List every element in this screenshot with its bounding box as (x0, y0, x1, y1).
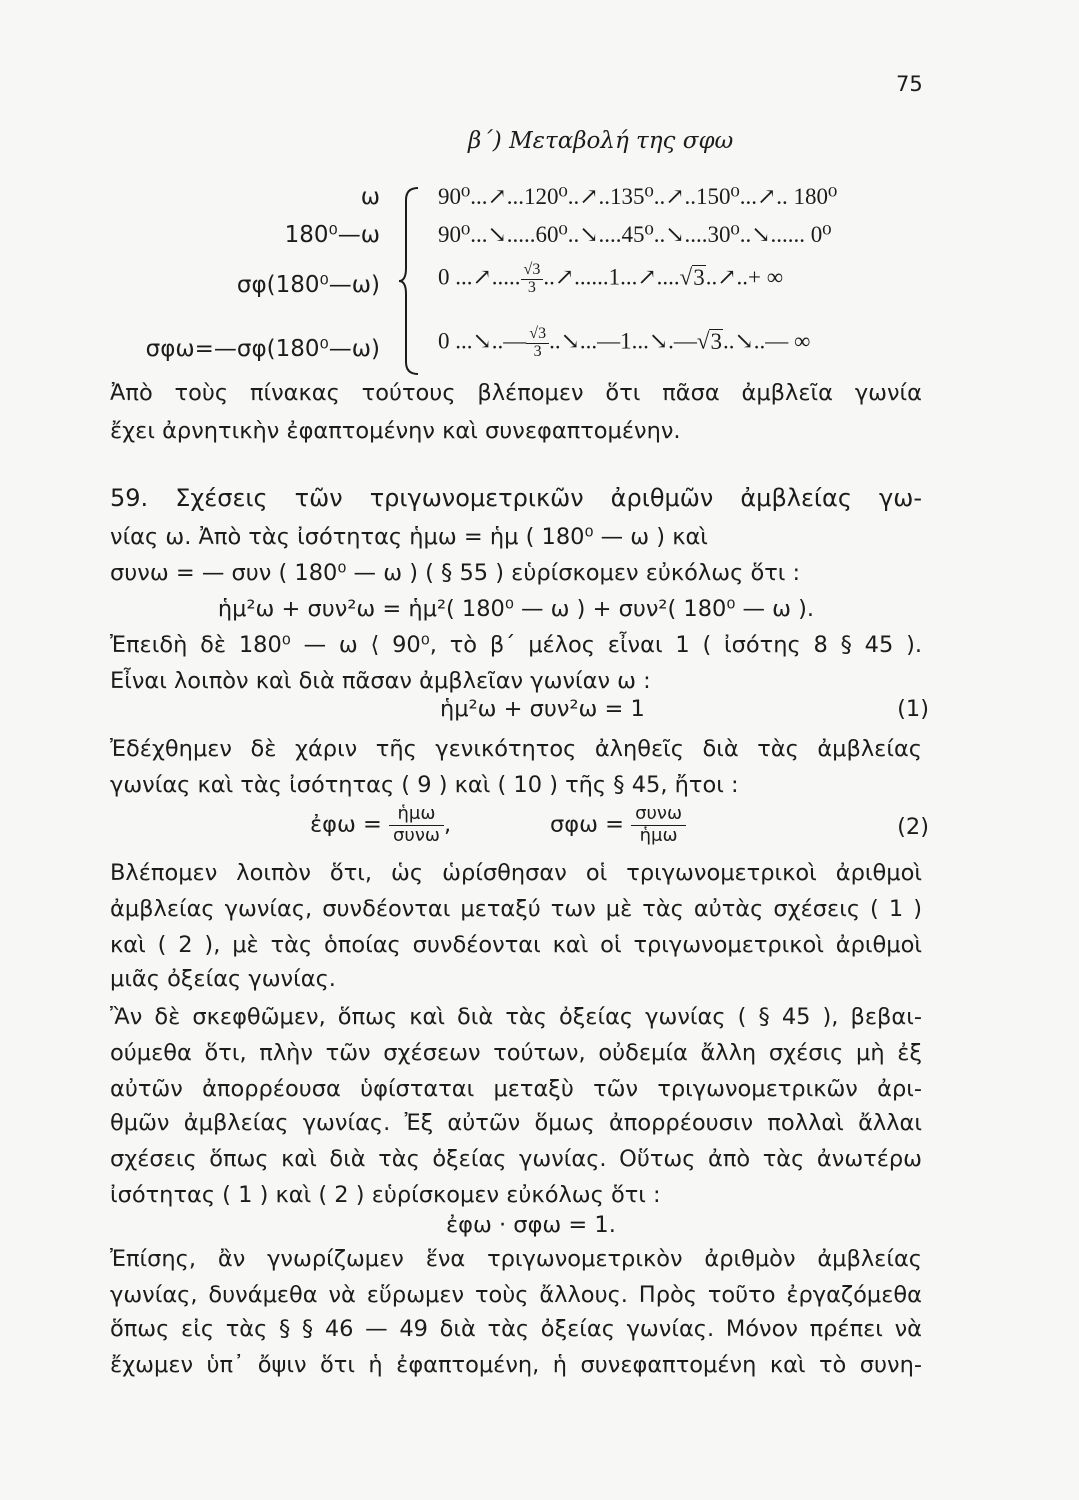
para3-line-4: θμῶν ἀμβλείας γωνίας. Ἐξ αὐτῶν ὅμως ἀπορρέουσιν πολλαὶ ἄλλαι (110, 1110, 922, 1136)
para2-line-3: καὶ ( 2 ), μὲ τὰς ὁποίας συνδέονται καὶ οἱ τριγωνομετρικοὶ ἀριθμοὶ (110, 932, 922, 958)
para3-line-6: ἰσότητας ( 1 ) καὶ ( 2 ) εὑρίσκομεν εὐκόλως ὅτι : (110, 1182, 661, 1208)
eq2-left-den: συνω (393, 824, 440, 846)
row3-radical: 3 (693, 264, 705, 290)
para2-line-1: Βλέπομεν λοιπὸν ὅτι, ὡς ὡρίσθησαν οἱ τριγωνομετρικοὶ ἀριθμοὶ (110, 860, 922, 886)
para4-line-1: Ἐπίσης, ἂν γνωρίζωμεν ἕνα τριγωνομετρικὸν ἀριθμὸν ἀμβλείας (110, 1246, 922, 1272)
row-label-supplement: 180⁰—ω (284, 222, 380, 248)
row3-frac-num: √3 (521, 262, 544, 280)
eq2-right-den: ἡμω (639, 824, 678, 846)
equation-a: ἡμ²ω + συν²ω = ἡμ²( 180⁰ — ω ) + συν²( 180⁰ — ω ). (217, 596, 815, 622)
equation-3: ἐφω · σφω = 1. (446, 1212, 616, 1238)
intro-line-2: ἔχει ἀρνητικὴν ἐφαπτομένην καὶ συνεφαπτομένην. (110, 418, 681, 444)
para4-line-3: ὅπως εἰς τὰς § § 46 — 49 διὰ τὰς ὀξείας γωνίας. Μόνον πρέπει νὰ (110, 1316, 922, 1342)
page-number: 75 (896, 72, 923, 96)
section-line-9: γωνίας καὶ τὰς ἰσότητας ( 9 ) καὶ ( 10 ) τῆς § 45, ἤτοι : (110, 772, 739, 798)
equation-2-right (550, 804, 686, 846)
para4-line-2: γωνίας, δυνάμεθα νὰ εὕρωμεν τοὺς ἄλλους. Πρὸς τοῦτο ἐργαζόμεθα (110, 1282, 922, 1308)
row-label-cot-supplement: σφ(180⁰—ω) (236, 272, 380, 298)
equation-1-number: (1) (897, 696, 929, 722)
table-brace (398, 186, 420, 376)
row3-part-a: 0 ...↗..... (438, 264, 521, 290)
equation-2-left (310, 804, 451, 846)
para3-line-1: Ἂν δὲ σκεφθῶμεν, ὅπως καὶ διὰ τὰς ὀξείας γωνίας ( § 45 ), βεβαι- (110, 1004, 922, 1030)
para2-line-2: ἀμβλείας γωνίας, συνδέονται μεταξύ των μὲ τὰς αὐτὰς σχέσεις ( 1 ) (110, 896, 922, 922)
row3-fraction (521, 262, 544, 297)
para3-line-2: ούμεθα ὅτι, πλὴν τῶν σχέσεων τούτων, οὐδεμία ἄλλη σχέσις μὴ ἐξ (110, 1040, 922, 1066)
section-line-3: συνω = — συν ( 180⁰ — ω ) ( § 55 ) εὑρίσκομεν εὐκόλως ὅτι : (110, 560, 801, 586)
table-row-supplement: 90⁰...↘.....60⁰..↘....45⁰..↘....30⁰..↘...... 0⁰ (438, 222, 832, 247)
table-row-cot-omega: 0 ...↘..— $\frac{√3}{3}$ ..↘...—1...↘.—√3..↘..— ∞ (438, 325, 811, 360)
row4-part-c: ..↘..— ∞ (722, 328, 811, 354)
section-line-2: νίας ω. Ἀπὸ τὰς ἰσότητας ἡμω = ἡμ ( 180⁰ — ω ) καὶ (110, 524, 708, 550)
row4-radical: 3 (710, 328, 722, 354)
subheading: β΄) Μεταβολή της σφω (468, 128, 734, 154)
eq2-left-num: ἡμω (389, 804, 444, 826)
row3-part-b: ..↗......1...↗.... (543, 264, 680, 290)
eq2-right-fraction (631, 804, 686, 846)
eq2-left-fraction (389, 804, 444, 846)
row-label-cot-omega: σφω=—σφ(180⁰—ω) (145, 336, 380, 362)
equation-2-number: (2) (897, 814, 929, 840)
para3-line-3: αὐτῶν ἀπορρέουσα ὑφίσταται μεταξὺ τῶν τριγωνομετρικῶν ἀρι- (110, 1076, 922, 1102)
section-line-8: Ἐδέχθημεν δὲ χάριν τῆς γενικότητος ἀληθεῖς διὰ τὰς ἀμβλείας (110, 736, 922, 762)
row4-part-a: 0 ...↘..— (438, 328, 527, 354)
row4-frac-den: 3 (533, 342, 542, 360)
para2-line-4: μιᾶς ὀξείας γωνίας. (110, 966, 336, 992)
row4-part-b: ..↘...—1...↘.— (549, 328, 697, 354)
section-heading: 59. Σχέσεις τῶν τριγωνομετρικῶν ἀριθμῶν ἀμβλείας γω- (110, 484, 922, 512)
row4-fraction (526, 326, 549, 361)
eq2-right-num: συνω (631, 804, 686, 826)
row3-frac-den: 3 (527, 278, 536, 296)
row3-part-c: ..↗..+ ∞ (705, 264, 784, 290)
row-label-omega: ω (360, 184, 380, 210)
table-row-omega: 90⁰...↗...120⁰..↗..135⁰..↗..150⁰...↗.. 180⁰ (438, 184, 838, 209)
para3-line-5: σχέσεις ὅπως καὶ διὰ τὰς ὀξείας γωνίας. Οὕτως ἀπὸ τὰς ἀνωτέρω (110, 1146, 922, 1172)
eq2-right-label: σφω = (550, 811, 624, 838)
table-row-cot-supplement: 0 ...↗..... $\frac{√3}{3}$ ..↗......1...↗....√3..↗..+ ∞ (438, 261, 784, 296)
para4-line-4: ἔχωμεν ὑπ᾿ ὄψιν ὅτι ἡ ἐφαπτομένη, ἡ συνεφαπτομένη καὶ τὸ συνη- (110, 1352, 922, 1378)
intro-line-1: Ἀπὸ τοὺς πίνακας τούτους βλέπομεν ὅτι πᾶσα ἀμβλεῖα γωνία (110, 380, 922, 406)
equation-1: ἡμ²ω + συν²ω = 1 (440, 696, 645, 722)
section-line-5: Ἐπειδὴ δὲ 180⁰ — ω ⟨ 90⁰, τὸ β΄ μέλος εἶναι 1 ( ἰσότης 8 § 45 ). (110, 632, 922, 658)
row4-frac-num: √3 (526, 326, 549, 344)
eq2-left-label: ἐφω = (310, 811, 382, 838)
eq2-comma: , (443, 811, 452, 838)
section-line-6: Εἶναι λοιπὸν καὶ διὰ πᾶσαν ἀμβλεῖαν γωνίαν ω : (110, 668, 651, 694)
